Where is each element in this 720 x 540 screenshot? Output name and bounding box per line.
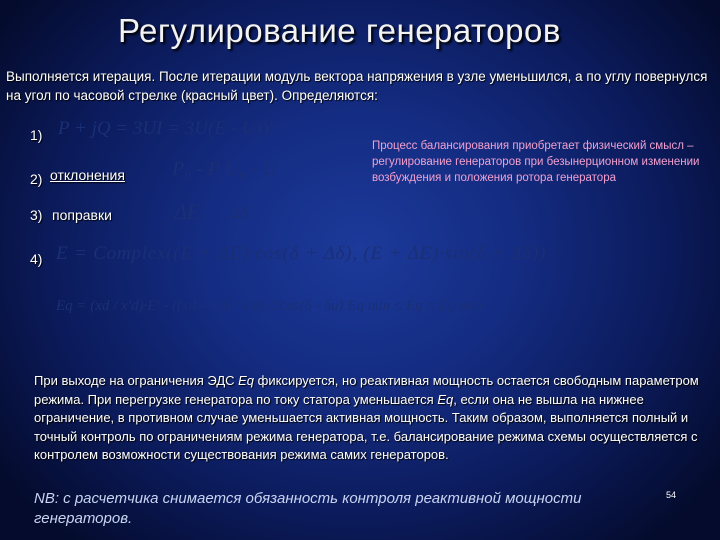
bottom-paragraph (34, 372, 706, 465)
bottom-text-2: фиксируется, но реактивная мощность остается свободным параметром режима. При перегрузке генератора по току статора уменьшается (34, 373, 699, 407)
item-4-number: 4) (30, 251, 43, 267)
formula-delta-delta: Δδ (230, 203, 248, 222)
formula-eq: Eq = (xd / x'd)·E' - ((xd - x'd) / x'd)·Ucos(δ - δu) Eq min ≤ Eq ≤ Eq max (56, 298, 484, 314)
formula-deviations: P₀ - P U₀ - U (172, 158, 278, 180)
eq-symbol-2: Eq (437, 391, 454, 407)
item-1-number: 1) (30, 127, 43, 143)
eq-symbol-1: Eq (238, 373, 255, 388)
formula-delta-e: ΔE (174, 199, 201, 224)
slide-title: Регулирование генераторов (118, 12, 561, 49)
bottom-text-1: При выходе на ограничения ЭДС (34, 373, 239, 388)
item-2-label: отклонения (50, 167, 125, 183)
formula-complex-e: E = Complex((E + ΔE)·cos(δ + Δδ), (E + ΔE)·sin(δ + Δδ)) (56, 243, 547, 264)
intro-text: Выполняется итерация. После итерации модуль вектора напряжения в узле уменьшился, а по углу повернулся на угол по часовой стрелке (красный цвет). Определяются: (6, 69, 708, 103)
item-2-number: 2) (30, 171, 43, 187)
item-3-number: 3) (30, 207, 43, 223)
page-number: 54 (666, 490, 677, 500)
formula-power: P + jQ = 3UI = 3U(E - U)Y (58, 118, 273, 139)
item-3-label: поправки (52, 207, 112, 223)
nb-note: NB: с расчетчика снимается обязанность контроля реактивной мощности генераторов. (34, 490, 582, 527)
bottom-text-3: , если она не вышла на нижнее ограничение, в противном случае уменьшается активная мощность. Таким образом, выполняется полный и точный контроль по ограничениям режима генератора, т.е. балансирование режима схемы осуществляется с контролем возможности существования режима самих генераторов. (34, 391, 698, 462)
balancing-note: Процесс балансирования приобретает физический смысл – регулирование генераторов при безынерционном изменении возбуждения и положения ротора генератора (372, 140, 700, 184)
